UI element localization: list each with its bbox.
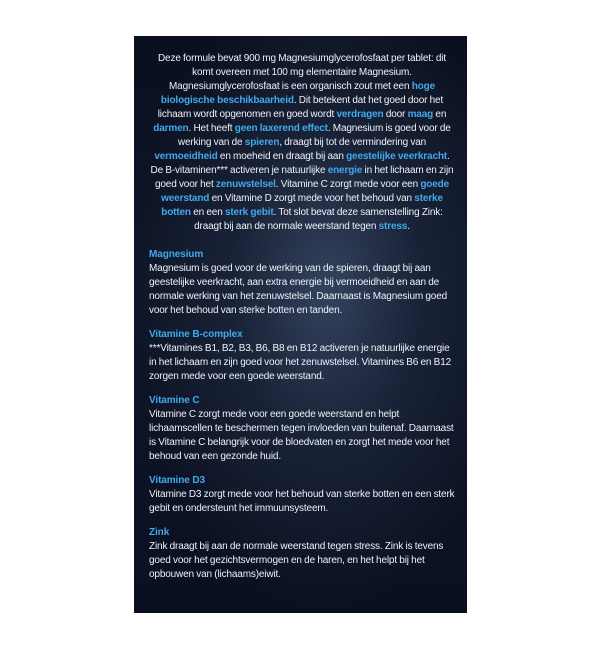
section-heading: Vitamine B-complex — [149, 329, 243, 340]
sections-list — [149, 248, 455, 582]
section-text: ***Vitamines B1, B2, B3, B6, B8 en B12 activeren je natuurlijke energie in het lichaam en zijn goed voor het zenuwstelsel. Vitamines B6 en B12 zorgen mede voor een goede weerstand. — [149, 343, 452, 382]
section-heading: Vitamine C — [149, 395, 200, 406]
section-zink — [149, 526, 455, 582]
intro-text-run: en Vitamine D zorgt mede voor het behoud van — [209, 193, 415, 204]
intro-text-run: . Magnesium is goed voor de werking van de — [177, 123, 451, 148]
section-vitamine-d3 — [149, 474, 455, 516]
section-text: Magnesium is goed voor de werking van de spieren, draagt bij aan geestelijke veerkracht, aan extra energie bij vermoeidheid en aan de normale werking van het zenuwstelsel. Daarnaast is Magnesium goed voor het behoud van sterke botten en tanden. — [149, 263, 448, 316]
highlighted-phrase: verdragen — [336, 109, 384, 120]
intro-text-run: door — [383, 109, 408, 120]
section-magnesium — [149, 248, 455, 318]
highlighted-phrase: sterk gebit — [224, 207, 274, 218]
section-text: Vitamine C zorgt mede voor een goede weerstand en helpt lichaamscellen te beschermen tegen invloeden van buitenaf. Daarnaast is Vitamine C belangrijk voor de bloedvaten en zorgt het mede voor het behoud van een gezonde huid. — [149, 409, 454, 462]
highlighted-phrase: spieren — [244, 137, 280, 148]
intro-text-run: . Tot slot bevat deze samenstelling Zink: draagt bij aan de normale weerstand tegen — [194, 207, 443, 232]
highlighted-phrase: maag — [407, 109, 434, 120]
intro-text-run: . Dit betekent dat het goed door het lichaam wordt opgenomen en goed wordt — [157, 95, 444, 120]
intro-text-run: en een — [190, 207, 225, 218]
highlighted-phrase: zenuwstelsel — [215, 179, 276, 190]
highlighted-phrase: goede weerstand — [161, 179, 450, 204]
intro-text-run: . Het heeft — [188, 123, 235, 134]
section-vitamine-c — [149, 394, 455, 464]
intro-text-run: Deze formule bevat 900 mg Magnesiumglycerofosfaat per tablet: dit komt overeen met 100 mg elementaire Magnesium. Magnesiumglycerofosfaat is een organisch zout met een — [157, 53, 446, 92]
highlighted-phrase: geen laxerend effect — [234, 123, 328, 134]
section-heading: Vitamine D3 — [149, 475, 205, 486]
intro-text-run: . — [407, 221, 410, 232]
section-heading: Zink — [149, 527, 170, 538]
section-text: Vitamine D3 zorgt mede voor het behoud van sterke botten en een sterk gebit en ondersteunt het immuunsysteem. — [149, 489, 455, 514]
product-info-panel — [134, 36, 467, 613]
section-text: Zink draagt bij aan de normale weerstand tegen stress. Zink is tevens goed voor het gezichtsvermogen en de haren, en het helpt bij het opbouwen van (lichaams)eiwit. — [149, 541, 444, 580]
intro-text-run: , draagt bij tot de vermindering van — [279, 137, 427, 148]
section-heading: Magnesium — [149, 249, 204, 260]
intro-paragraph — [149, 52, 455, 234]
intro-text-run: . De B-vitaminen*** activeren je natuurlijke — [150, 151, 450, 176]
section-vitamine-b-complex — [149, 328, 455, 384]
highlighted-phrase: stress — [378, 221, 408, 232]
highlighted-phrase: sterke botten — [161, 193, 443, 218]
intro-text-run: in het lichaam en zijn goed voor het — [154, 165, 454, 190]
highlighted-phrase: darmen — [153, 123, 189, 134]
highlighted-phrase: energie — [327, 165, 363, 176]
intro-text-run: en moeheid en draagt bij aan — [217, 151, 347, 162]
highlighted-phrase: geestelijke veerkracht — [346, 151, 447, 162]
highlighted-phrase: hoge biologische beschikbaarheid — [160, 81, 435, 106]
highlighted-phrase: vermoeidheid — [154, 151, 218, 162]
intro-text-run: . Vitamine C zorgt mede voor een — [275, 179, 421, 190]
intro-text-run: en — [433, 109, 447, 120]
